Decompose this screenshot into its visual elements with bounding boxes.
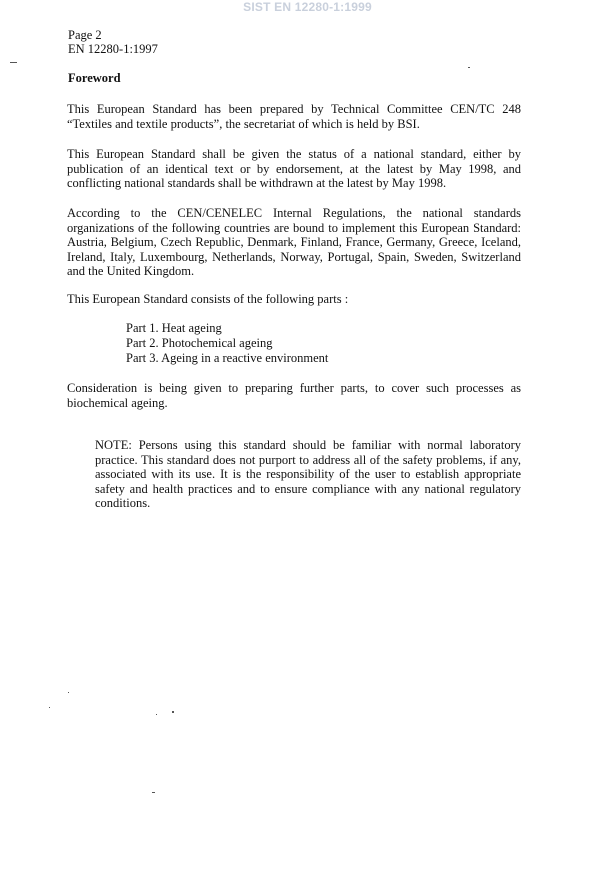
paragraph-committee: This European Standard has been prepared by Technical Committee CEN/TC 248 “Textiles and textile products”, the secretariat of which is held by BSI.: [67, 102, 521, 131]
paragraph-regulations: According to the CEN/CENELEC Internal Regulations, the national standards organizations of the following countries are bound to implement this European Standard: Austria, Belgium, Czech Republic, Denmark, Finland, France, Germany, Greece, Iceland, Ireland, Italy, Luxembourg, Netherlands, Norway, Portugal, Spain, Sweden, Switzerland and the United Kingdom.: [67, 206, 521, 278]
page-header: [68, 28, 158, 56]
document-watermark: SIST EN 12280-1:1999: [243, 0, 372, 14]
paragraph-status: This European Standard shall be given the status of a national standard, either by publication of an identical text or by endorsement, at the latest by May 1998, and conflicting national standards shall be withdrawn at the latest by May 1998.: [67, 147, 521, 190]
page-number: Page 2: [68, 28, 102, 42]
safety-note: NOTE: Persons using this standard should be familiar with normal laboratory practice. This standard does not purport to address all of the safety problems, if any, associated with its use. It is the responsibility of the user to establish appropriate safety and health practices and to ensure compliance with any national regulatory conditions.: [95, 438, 521, 510]
scan-mark: [10, 62, 17, 63]
scan-mark: [156, 714, 157, 715]
paragraph-consideration: Consideration is being given to preparing further parts, to cover such processes as biochemical ageing.: [67, 381, 521, 410]
list-item: Part 3. Ageing in a reactive environment: [126, 351, 329, 365]
scan-mark: [49, 707, 50, 708]
parts-list: [126, 321, 328, 366]
list-item: Part 1. Heat ageing: [126, 321, 222, 335]
scan-mark: [152, 792, 155, 793]
scan-mark: [468, 67, 470, 68]
list-item: Part 2. Photochemical ageing: [126, 336, 273, 350]
paragraph-parts-intro: This European Standard consists of the following parts :: [67, 292, 349, 306]
foreword-heading: Foreword: [68, 71, 121, 85]
standard-number: EN 12280-1:1997: [68, 42, 158, 56]
scan-mark: [172, 711, 174, 713]
scan-mark: [68, 692, 69, 693]
